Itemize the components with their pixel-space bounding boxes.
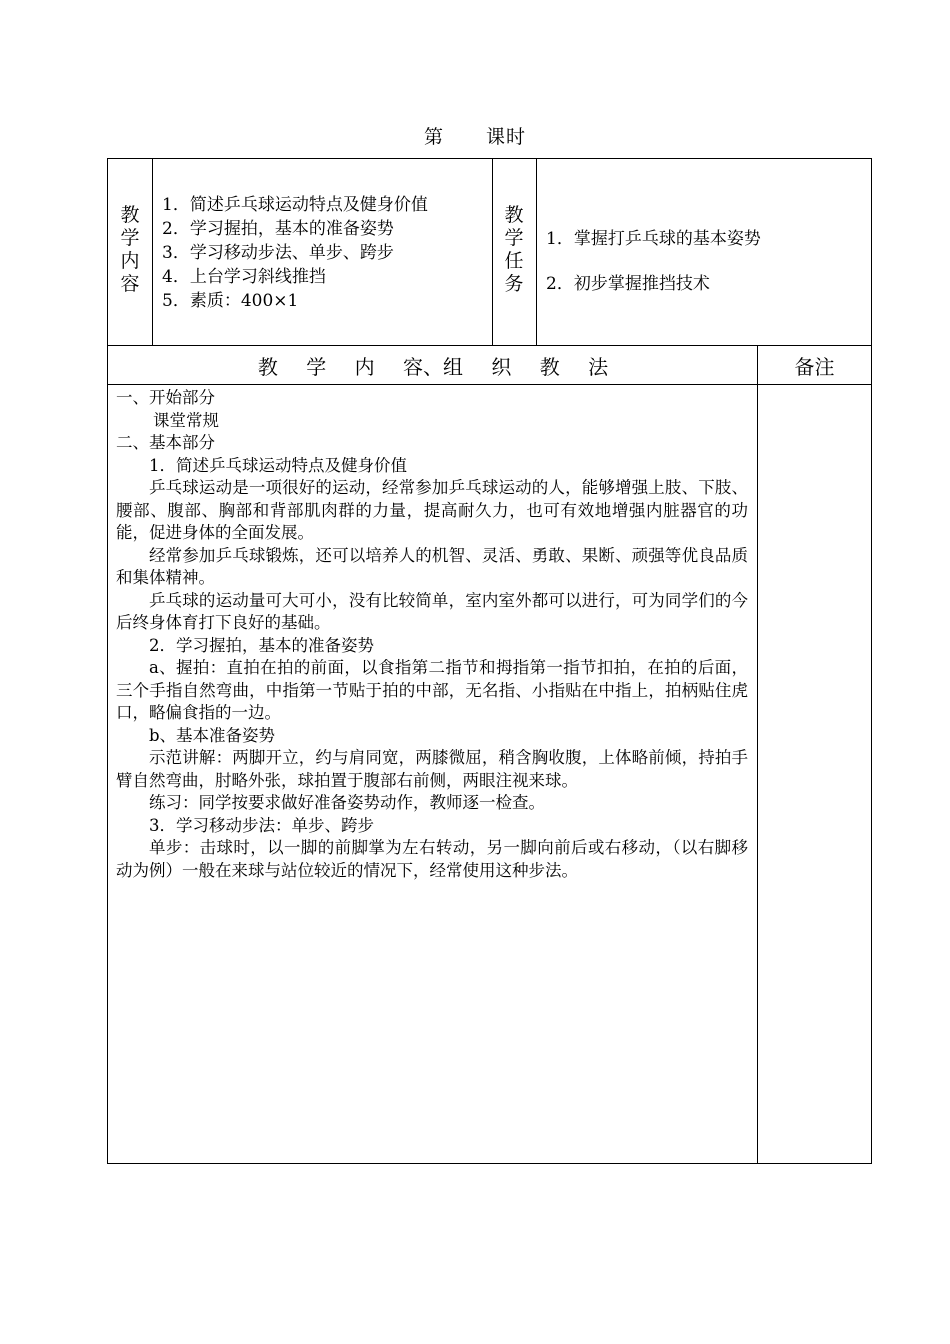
page-title <box>0 122 950 149</box>
subsection-heading: 3．学习移动步法：单步、跨步 <box>149 815 374 835</box>
paragraph: a、握拍：直拍在拍的前面，以食指第二指节和拇指第一指节扣拍，在拍的后面，三个手指自然弯曲，中指第一节贴于拍的中部，无名指、小指贴在中指上，拍柄贴住虎口，略偏食指的一边。 <box>116 658 748 722</box>
body-line: 课堂常规 <box>153 410 219 430</box>
teaching-task-list <box>546 217 761 307</box>
title-suffix: 课时 <box>486 126 527 148</box>
paragraph: 经常参加乒乓球锻炼，还可以培养人的机智、灵活、勇敢、果断、顽强等优良品质和集体精神。 <box>116 545 748 587</box>
list-item: 4．上台学习斜线推挡 <box>162 267 326 287</box>
table-col-divider-1 <box>152 158 153 345</box>
table-col-divider-3 <box>536 158 537 345</box>
list-item: 1．简述乒乓球运动特点及健身价值 <box>162 195 428 215</box>
paragraph: 练习：同学按要求做好准备姿势动作，教师逐一检查。 <box>149 793 545 812</box>
table-col-divider-2 <box>492 158 493 345</box>
paragraph: 乒乓球运动是一项很好的运动，经常参加乒乓球运动的人，能够增强上肢、下肢、腰部、腹部、胸部和背部肌肉群的力量，提高耐久力，也可有效地增强内脏器官的功能，促进身体的全面发展。 <box>116 478 748 542</box>
teaching-content-label: 教 学 内 容 <box>120 204 140 295</box>
subsection-heading: b、基本准备姿势 <box>149 725 276 745</box>
table-col-divider-remark <box>757 345 758 1163</box>
list-item: 2．初步掌握推挡技术 <box>546 274 710 294</box>
teaching-content-list <box>162 193 428 313</box>
list-item: 5．素质：400×1 <box>162 291 299 311</box>
section-heading: 二、基本部分 <box>116 433 215 452</box>
list-item: 2．学习握拍，基本的准备姿势 <box>162 219 394 239</box>
paragraph: 示范讲解：两脚开立，约与肩同宽，两膝微屈，稍含胸收腹，上体略前倾，持拍手臂自然弯曲，肘略外张，球拍置于腹部右前侧，两眼注视来球。 <box>116 748 748 790</box>
paragraph: 单步：击球时，以一脚的前脚掌为左右转动，另一脚向前后或右移动，（以右脚移动为例）一般在来球与站位较近的情况下，经常使用这种步法。 <box>116 838 748 880</box>
list-item: 1．掌握打乒乓球的基本姿势 <box>546 229 761 249</box>
remark-header: 备注 <box>794 355 835 379</box>
teaching-task-label: 教 学 任 务 <box>504 204 524 295</box>
title-prefix: 第 <box>423 126 444 148</box>
subsection-heading: 1．简述乒乓球运动特点及健身价值 <box>149 455 407 475</box>
table-border-left <box>107 158 108 1164</box>
table-border-bottom <box>107 1163 872 1164</box>
section-heading: 一、开始部分 <box>116 388 215 407</box>
paragraph: 乒乓球的运动量可大可小，没有比较简单，室内室外都可以进行，可为同学们的今后终身体育打下良好的基础。 <box>116 590 748 632</box>
table-border-right <box>871 158 872 1164</box>
content-method-header: 教 学 内 容、组 织 教 法 <box>257 355 609 379</box>
lesson-body <box>116 387 748 882</box>
table-border-top <box>107 158 872 159</box>
list-item: 3．学习移动步法、单步、跨步 <box>162 243 394 263</box>
subsection-heading: 2．学习握拍，基本的准备姿势 <box>149 635 374 655</box>
